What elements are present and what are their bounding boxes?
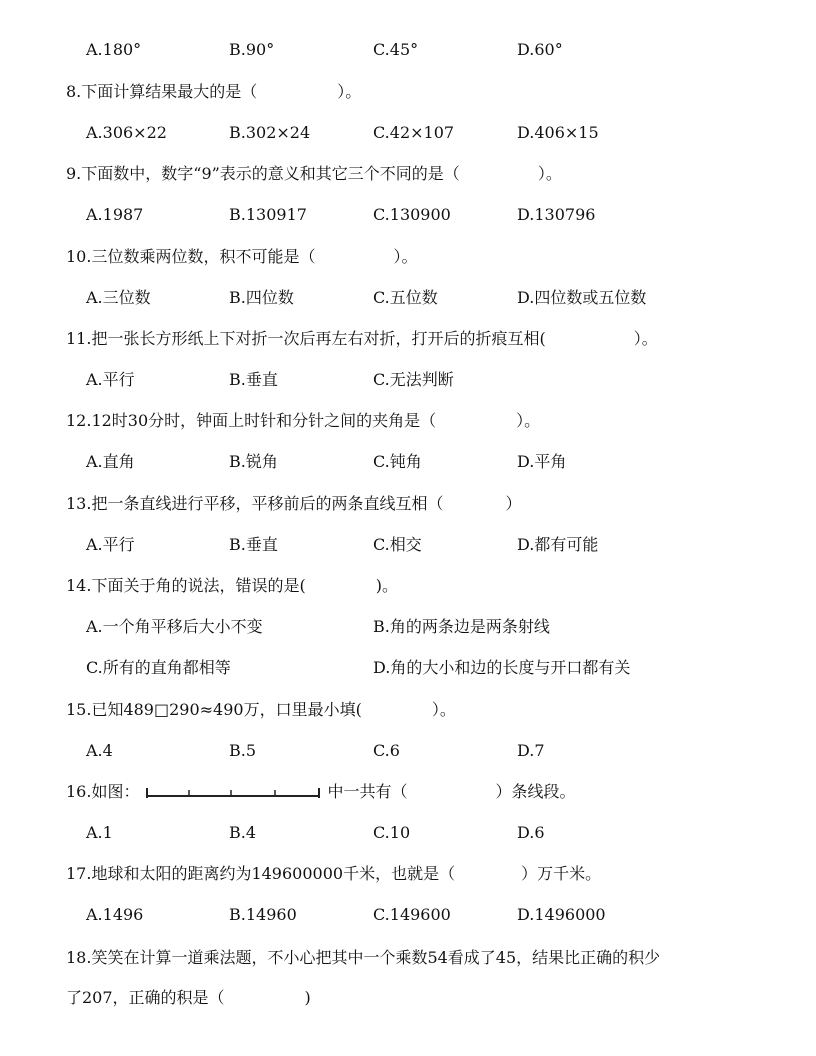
option-a: A.平行 — [86, 535, 135, 554]
question-text: 15.已知489□290≈490万，口里最小填( — [66, 700, 362, 719]
option-a: A.306×22 — [86, 123, 167, 142]
option-b: B.4 — [229, 823, 257, 842]
option-d: D.6 — [517, 823, 545, 842]
option-a: A.180° — [86, 40, 142, 59]
option-b: B.垂直 — [229, 535, 278, 554]
option-d: D.1496000 — [517, 905, 606, 924]
question-11 — [66, 329, 658, 349]
question-text-end: )。 — [375, 576, 398, 595]
question-17 — [66, 864, 601, 884]
option-b: B.角的两条边是两条射线 — [373, 617, 550, 636]
option-d: D.平角 — [517, 452, 567, 471]
question-text: 17.地球和太阳的距离约为149600000千米，也就是（ — [66, 864, 456, 883]
option-c: C.五位数 — [373, 288, 438, 307]
question-8 — [66, 82, 361, 102]
question-text-middle: 中一共有（ — [327, 782, 408, 801]
option-b: B.四位数 — [229, 288, 294, 307]
question-text: 9.下面数中，数字“9”表示的意义和其它三个不同的是（ — [66, 164, 460, 183]
question-text-end: ）。 — [537, 164, 562, 183]
option-c: C.130900 — [373, 205, 451, 224]
question-text: 了207，正确的积是（ — [66, 988, 225, 1007]
question-text: 14.下面关于角的说法，错误的是( — [66, 576, 306, 595]
option-d: D.7 — [517, 741, 545, 760]
question-text-end: ）万千米。 — [521, 864, 602, 883]
question-text: 8.下面计算结果最大的是（ — [66, 82, 258, 101]
option-a: A.1987 — [86, 205, 144, 224]
question-18 — [66, 948, 660, 968]
option-c: C.149600 — [373, 905, 451, 924]
question-12 — [66, 411, 540, 431]
option-b: B.130917 — [229, 205, 307, 224]
question-18-continued — [66, 988, 311, 1008]
option-b: B.垂直 — [229, 370, 278, 389]
option-b: B.5 — [229, 741, 257, 760]
question-text-end: ）。 — [516, 411, 541, 430]
option-d: D.四位数或五位数 — [517, 288, 647, 307]
option-b: B.14960 — [229, 905, 297, 924]
question-text-end: ) — [304, 988, 311, 1007]
question-15 — [66, 700, 456, 720]
question-text: 10.三位数乘两位数，积不可能是（ — [66, 247, 316, 266]
question-text-end: ）。 — [337, 82, 362, 101]
option-b: B.302×24 — [229, 123, 311, 142]
option-a: A.1496 — [86, 905, 144, 924]
option-c: C.45° — [373, 40, 419, 59]
option-c: C.相交 — [373, 535, 422, 554]
question-14 — [66, 576, 398, 596]
question-13 — [66, 494, 521, 514]
question-text: 18.笑笑在计算一道乘法题，不小心把其中一个乘数54看成了45，结果比正确的积少 — [66, 948, 661, 967]
question-text-end: ）条线段。 — [495, 782, 576, 801]
option-a: A.1 — [86, 823, 113, 842]
question-9 — [66, 164, 562, 184]
question-text-end: ） — [505, 494, 522, 513]
option-d: D.60° — [517, 40, 563, 59]
option-a: A.4 — [86, 741, 113, 760]
option-b: B.90° — [229, 40, 275, 59]
option-c: C.42×107 — [373, 123, 455, 142]
option-d: D.都有可能 — [517, 535, 599, 554]
option-c: C.钝角 — [373, 452, 422, 471]
option-a: A.平行 — [86, 370, 135, 389]
option-c: C.6 — [373, 741, 400, 760]
question-text: 12.12时30分时，钟面上时针和分针之间的夹角是（ — [66, 411, 437, 430]
option-a: A.三位数 — [86, 288, 151, 307]
option-a: A.一个角平移后大小不变 — [86, 617, 263, 636]
question-16 — [66, 782, 575, 802]
line-segment-figure — [145, 786, 321, 800]
question-text-end: ）。 — [393, 247, 418, 266]
question-10 — [66, 247, 417, 267]
option-d: D.130796 — [517, 205, 596, 224]
option-c: C.所有的直角都相等 — [86, 658, 231, 677]
option-c: C.无法判断 — [373, 370, 454, 389]
question-text: 16.如图： — [66, 782, 140, 801]
question-text-end: ）。 — [633, 329, 658, 348]
option-a: A.直角 — [86, 452, 135, 471]
option-d: D.406×15 — [517, 123, 599, 142]
question-text: 11.把一张长方形纸上下对折一次后再左右对折，打开后的折痕互相( — [66, 329, 546, 348]
option-c: C.10 — [373, 823, 411, 842]
option-d: D.角的大小和边的长度与开口都有关 — [373, 658, 631, 677]
option-b: B.锐角 — [229, 452, 278, 471]
question-text-end: ）。 — [431, 700, 456, 719]
question-text: 13.把一条直线进行平移，平移前后的两条直线互相（ — [66, 494, 444, 513]
